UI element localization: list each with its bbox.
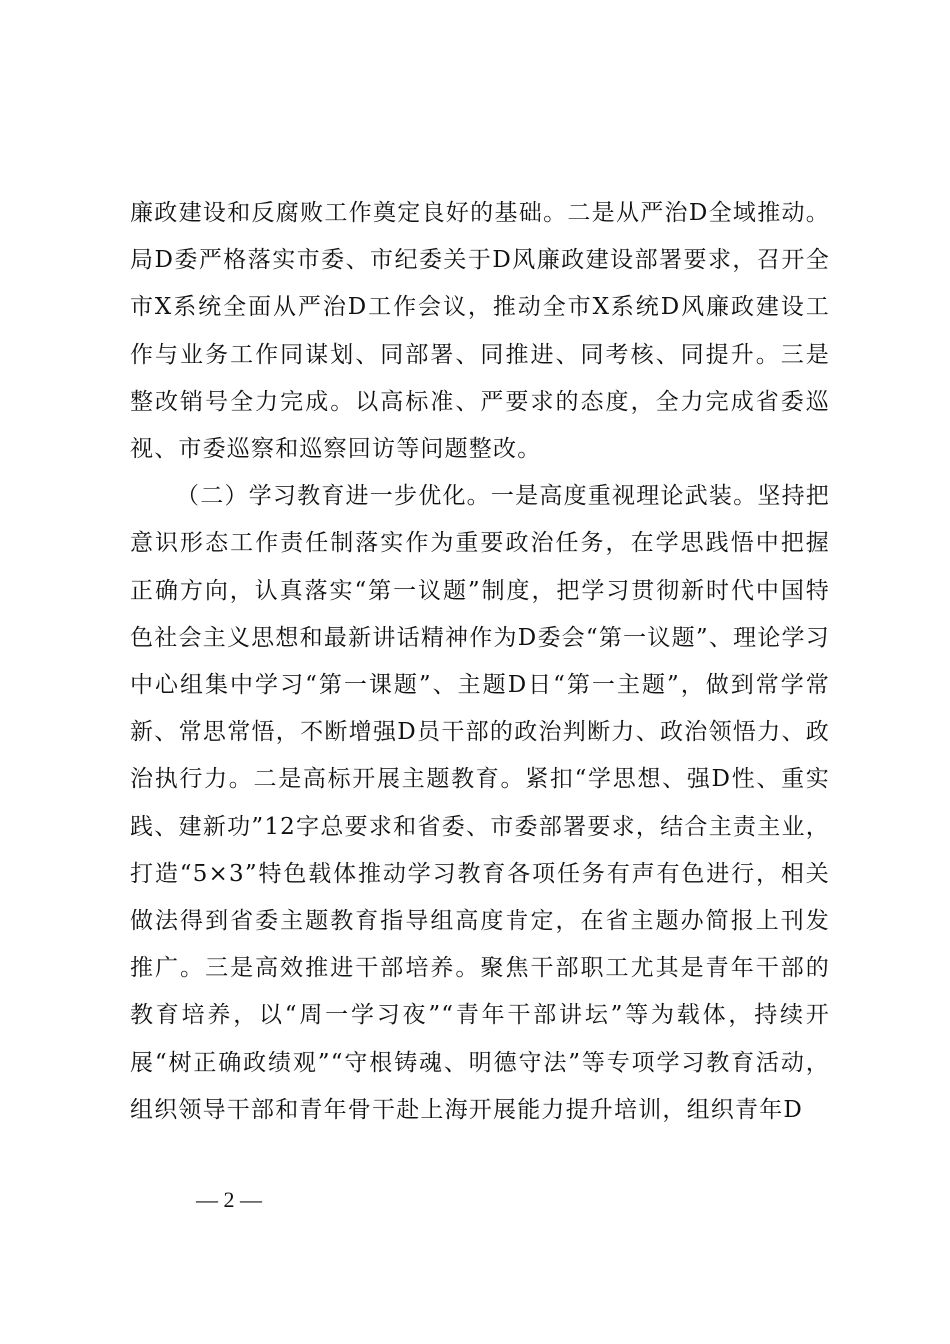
paragraph-2: （二）学习教育进一步优化。一是高度重视理论武装。坚持把意识形态工作责任制落实作为重要政治任务，在学思践悟中把握正确方向，认真落实“第一议题”制度，把学习贯彻新时代中国特色社会主义思想和最新讲话精神作为D委会“第一议题”、理论学习中心组集中学习“第一课题”、主题D日“第一主题”，做到常学常新、常思常悟，不断增强D员干部的政治判断力、政治领悟力、政治执行力。二是高标开展主题教育。紧扣“学思想、强D性、重实践、建新功”12字总要求和省委、市委部署要求，结合主责主业，打造“5×3”特色载体推动学习教育各项任务有声有色进行，相关做法得到省委主题教育指导组高度肯定，在省主题办简报上刊发推广。三是高效推进干部培养。聚焦干部职工尤其是青年干部的教育培养，以“周一学习夜”“青年干部讲坛”等为载体，持续开展“树正确政绩观”“守根铸魂、明德守法”等专项学习教育活动，组织领导干部和青年骨干赴上海开展能力提升培训，组织青年D	[130, 483, 830, 1123]
paragraph-1: 廉政建设和反腐败工作奠定良好的基础。二是从严治D全域推动。局D委严格落实市委、市纪委关于D风廉政建设部署要求，召开全市X系统全面从严治D工作会议，推动全市X系统D风廉政建设工作与业务工作同谋划、同部署、同推进、同考核、同提升。三是整改销号全力完成。以高标准、严要求的态度，全力完成省委巡视、市委巡察和巡察回访等问题整改。	[130, 200, 830, 463]
page-number: — 2 —	[196, 1187, 262, 1212]
document-body	[130, 190, 830, 1134]
